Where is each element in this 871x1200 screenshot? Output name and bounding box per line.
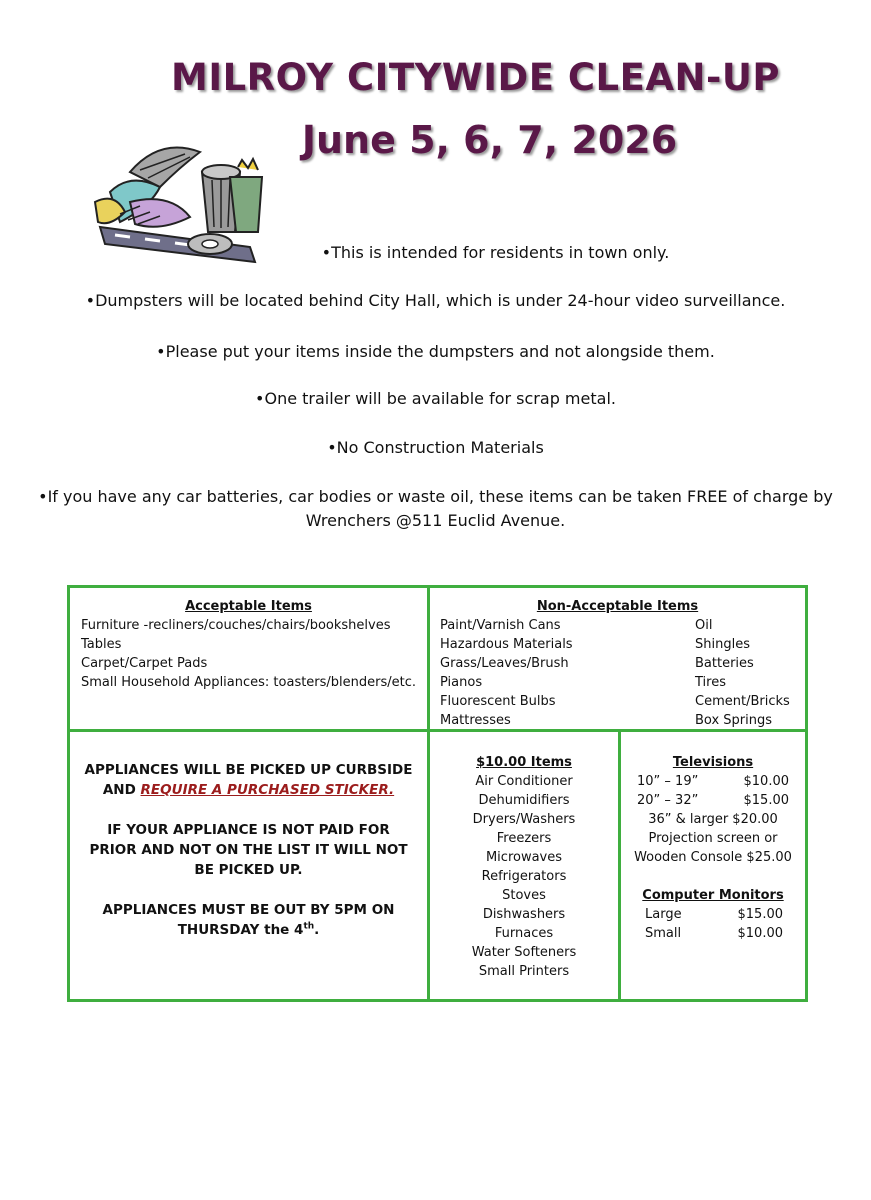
televisions-heading: Televisions — [672, 755, 754, 770]
appliances-notice-box — [67, 729, 430, 1002]
list-item: Air Conditioner — [475, 774, 573, 789]
price-row: Projection screen or — [648, 831, 778, 846]
appliance-unpaid-text: IF YOUR APPLIANCE IS NOT PAID FOR PRIOR AND NOT ON THE LIST IT WILL NOT BE PICKED UP. — [89, 822, 408, 878]
list-item: Furniture -recliners/couches/chairs/bookshelves — [81, 618, 391, 633]
list-item: Dishwashers — [482, 907, 566, 922]
note-dumpsters: •Dumpsters will be located behind City Hall, which is under 24-hour video surveillance. — [85, 291, 786, 310]
list-item: Mattresses — [440, 713, 511, 728]
note-batteries: •If you have any car batteries, car bodies or waste oil, these items can be taken FREE of charge by Wrenchers @511 Euclid Avenue. — [38, 487, 833, 530]
list-item: Small Household Appliances: toasters/blenders/etc. — [81, 675, 417, 690]
list-item: Batteries — [695, 656, 754, 671]
appliance-curbside-text: APPLIANCES WILL BE PICKED UP CURBSIDE AND REQUIRE A PURCHASED STICKER. — [84, 762, 413, 798]
non-acceptable-items-box — [427, 585, 808, 732]
list-item: Water Softeners — [471, 945, 577, 960]
appliance-deadline-text: APPLIANCES MUST BE OUT BY 5PM ON THURSDAY the 4th. — [102, 902, 395, 938]
list-item: Tables — [81, 637, 122, 652]
price-row: 20” – 32” $15.00 — [637, 793, 789, 808]
list-item: Box Springs — [695, 713, 773, 728]
list-item: Stoves — [502, 888, 546, 903]
price-row: 36” & larger $20.00 — [648, 812, 778, 827]
monitors-heading: Computer Monitors — [642, 888, 784, 903]
acceptable-heading: Acceptable Items — [185, 599, 312, 614]
price-row: Wooden Console $25.00 — [634, 850, 792, 865]
list-item: Grass/Leaves/Brush — [440, 656, 569, 671]
event-dates: June 5, 6, 7, 2026 — [301, 118, 678, 162]
list-item: Refrigerators — [481, 869, 567, 884]
non-acceptable-heading: Non-Acceptable Items — [536, 599, 699, 614]
price-row: 10” – 19” $10.00 — [637, 774, 789, 789]
list-item: Oil — [695, 618, 713, 633]
list-item: Small Printers — [478, 964, 570, 979]
list-item: Dehumidifiers — [478, 793, 570, 808]
sticker-warning: REQUIRE A PURCHASED STICKER. — [140, 782, 395, 798]
list-item: Paint/Varnish Cans — [440, 618, 561, 633]
note-trailer: •One trailer will be available for scrap metal. — [255, 389, 616, 408]
list-item: Fluorescent Bulbs — [440, 694, 556, 709]
list-item: Furnaces — [494, 926, 554, 941]
ten-dollar-items-box — [427, 729, 621, 1002]
list-item: Freezers — [496, 831, 552, 846]
note-inside: •Please put your items inside the dumpsters and not alongside them. — [156, 342, 715, 361]
list-item: Dryers/Washers — [472, 812, 576, 827]
page-title: MILROY CITYWIDE CLEAN-UP — [171, 56, 780, 99]
list-item: Cement/Bricks — [695, 694, 790, 709]
price-row: Large $15.00 — [645, 907, 783, 922]
price-row: Small $10.00 — [645, 926, 783, 941]
list-item: Carpet/Carpet Pads — [81, 656, 208, 671]
note-residents: •This is intended for residents in town only. — [321, 243, 670, 262]
ten-dollar-heading: $10.00 Items — [476, 755, 572, 770]
televisions-monitors-box — [618, 729, 808, 1002]
list-item: Shingles — [695, 637, 750, 652]
list-item: Tires — [695, 675, 726, 690]
list-item: Pianos — [440, 675, 483, 690]
list-item: Hazardous Materials — [440, 637, 573, 652]
list-item: Microwaves — [485, 850, 563, 865]
note-construction: •No Construction Materials — [327, 438, 544, 457]
acceptable-items-box — [67, 585, 430, 732]
